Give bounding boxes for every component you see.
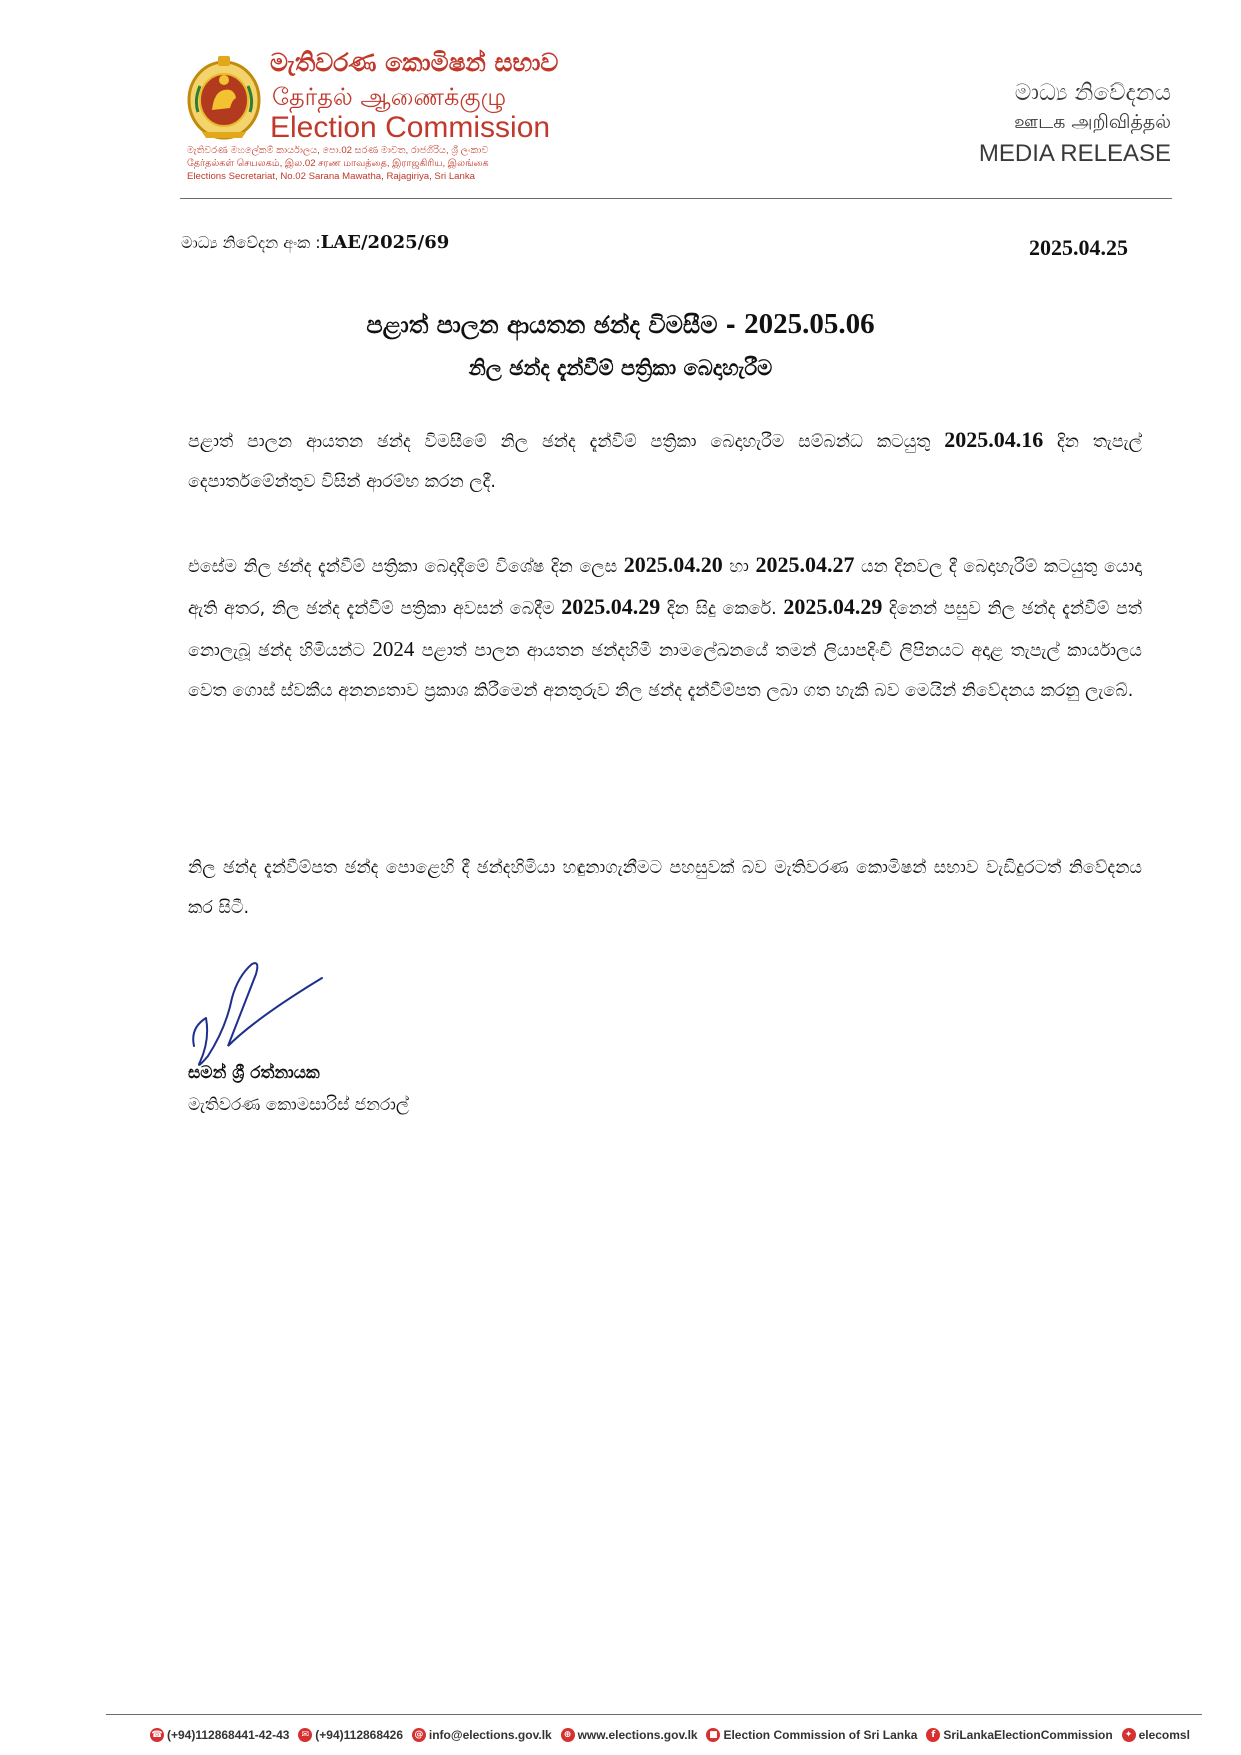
- p2-date-1: 2025.04.20: [623, 552, 723, 577]
- release-title: [0, 308, 1241, 341]
- release-reference: [181, 232, 449, 253]
- p2-text-2: හා: [722, 557, 756, 577]
- release-date: 2025.04.25: [1029, 235, 1128, 260]
- building-icon: ■: [706, 1728, 720, 1742]
- footer-org: [706, 1728, 917, 1742]
- p2-date-4: 2025.04.29: [783, 594, 883, 619]
- p1-text-1: පළාත් පාලන ආයතන ඡන්ද විමසීමේ නිල ඡන්ද දැන්වීම් පත්‍රිකා බෙදාහැරීම සම්බන්ධ කටයුතු: [188, 432, 945, 452]
- paragraph-3: නිල ඡන්ද දැන්වීම්පත ඡන්ද පොළෙහි දී ඡන්දහිමියා හඳුනාගැනීමට පහසුවක් බව මැතිවරණ කොමිෂන් සභාව වැඩිදුරටත් නිවේදනය කර සිටී.: [188, 858, 1142, 918]
- footer-divider: [106, 1714, 1202, 1715]
- footer-fax[interactable]: [298, 1728, 403, 1742]
- paragraph-1: [188, 420, 1142, 502]
- p1-date-1: 2025.04.16: [944, 427, 1044, 452]
- org-name-english: Election Commission: [270, 111, 551, 144]
- footer-email[interactable]: [412, 1728, 552, 1742]
- p2-date-3: 2025.04.29: [561, 594, 661, 619]
- phone-icon: ☎: [151, 1730, 163, 1740]
- footer-contacts: [150, 1728, 1190, 1742]
- reference-number: LAE/2025/69: [320, 232, 450, 253]
- media-release-tamil: ஊடக அறிவித்தல்: [1014, 111, 1171, 133]
- media-release-english: MEDIA RELEASE: [978, 140, 1171, 167]
- twitter-text: elecomsl: [1138, 1728, 1190, 1742]
- title-election-date: 2025.05.06: [744, 308, 875, 340]
- p2-text-5: දිනෙන් පසුව නිල ඡන්ද දැන්වීම් පත් නොලැබූ ඡන්ද හිමියන්ට: [188, 599, 1142, 661]
- address-english: Elections Secretariat, No.02 Sarana Mawatha, Rajagiriya, Sri Lanka: [187, 171, 475, 182]
- reference-label: මාධ්‍ය නිවේදන අංක :: [181, 233, 321, 252]
- org-name-tamil: தேர்தல் ஆணைக்குழு: [272, 83, 507, 111]
- facebook-icon: f: [926, 1728, 940, 1742]
- paragraph-2: [188, 545, 1142, 711]
- signer-name: සමන් ශ්‍රී රත්නායක: [188, 1063, 320, 1083]
- p2-text-1: එසේම නිල ඡන්ද දැන්වීම් පත්‍රිකා බෙදාදීමේ විශේෂ දින ලෙස: [188, 557, 624, 577]
- website-text: www.elections.gov.lk: [577, 1728, 698, 1742]
- title-text: පළාත් පාලන ආයතන ඡන්ද විමසීම -: [366, 311, 745, 339]
- phone-text: (+94)112868441-42-43: [167, 1728, 290, 1742]
- signer-title: මැතිවරණ කොමසාරිස් ජනරාල්: [188, 1095, 409, 1115]
- p2-year: 2024: [372, 637, 415, 661]
- header-divider: [180, 198, 1172, 199]
- p2-date-2: 2025.04.27: [755, 552, 855, 577]
- address-tamil: தேர்தல்கள் செயலகம், இல.02 சரண மாவத்தை, இராஜகிரிய, இலங்கை: [187, 158, 489, 169]
- email-text: info@elections.gov.lk: [428, 1728, 552, 1742]
- footer-phone[interactable]: [150, 1728, 289, 1742]
- fax-icon: ✉: [298, 1728, 312, 1742]
- fax-text: (+94)112868426: [315, 1728, 404, 1742]
- p2-text-4: දින සිදු කෙරේ.: [660, 599, 784, 619]
- release-subtitle: නිල ඡන්ද දැන්වීම් පත්‍රිකා බෙදාහැරීම: [468, 356, 773, 380]
- twitter-icon: ✦: [1122, 1728, 1136, 1742]
- footer-twitter[interactable]: [1122, 1728, 1190, 1742]
- national-emblem-icon: [184, 50, 264, 142]
- org-name-sinhala: මැතිවරණ කොමිෂන් සභාව: [270, 48, 559, 77]
- address-sinhala: මැතිවරණ මහලේකම් කාර්යාලය, පො.02 සරණ මාවත, රාජගිරිය, ශ්‍රී ලංකාව: [187, 145, 489, 156]
- p2-text-3: යන දිනවල දී බෙදාහැරීම් කටයුතු යොදා ඇති අතර, නිල ඡන්ද දැන්වීම් පත්‍රිකා අවසන් බෙදීම: [188, 557, 1143, 619]
- media-release-sinhala: මාධ්‍ය නිවේදනය: [1014, 80, 1171, 106]
- globe-icon: ⊕: [561, 1728, 575, 1742]
- signature-image: [186, 958, 326, 1078]
- footer-facebook[interactable]: [926, 1728, 1112, 1742]
- footer-website[interactable]: [561, 1728, 698, 1742]
- p2-text-6: පළාත් පාලන ආයතන ඡන්දහිමි නාමලේඛනයේ තමන් ලියාපදිංචි ලිපිනයට අදාළ තැපැල් කාර්යාලය වෙත ගොස් ස්වකීය අනන්‍යතාව ප්‍රකාශ කිරීමෙන් අනතුරුව නිල ඡන්ද දැන්වීම්පත ලබා ගත හැකි බව මෙයින් නිවේදනය කරනු ලැබේ.: [188, 641, 1142, 701]
- facebook-text: SriLankaElectionCommission: [943, 1728, 1113, 1742]
- org-text: Election Commission of Sri Lanka: [723, 1728, 918, 1742]
- p1-text-2: දින තැපැල් දෙපාර්තමේන්තුව විසින් ආරම්භ කරන ලදී.: [188, 432, 1143, 492]
- email-icon: @: [412, 1728, 426, 1742]
